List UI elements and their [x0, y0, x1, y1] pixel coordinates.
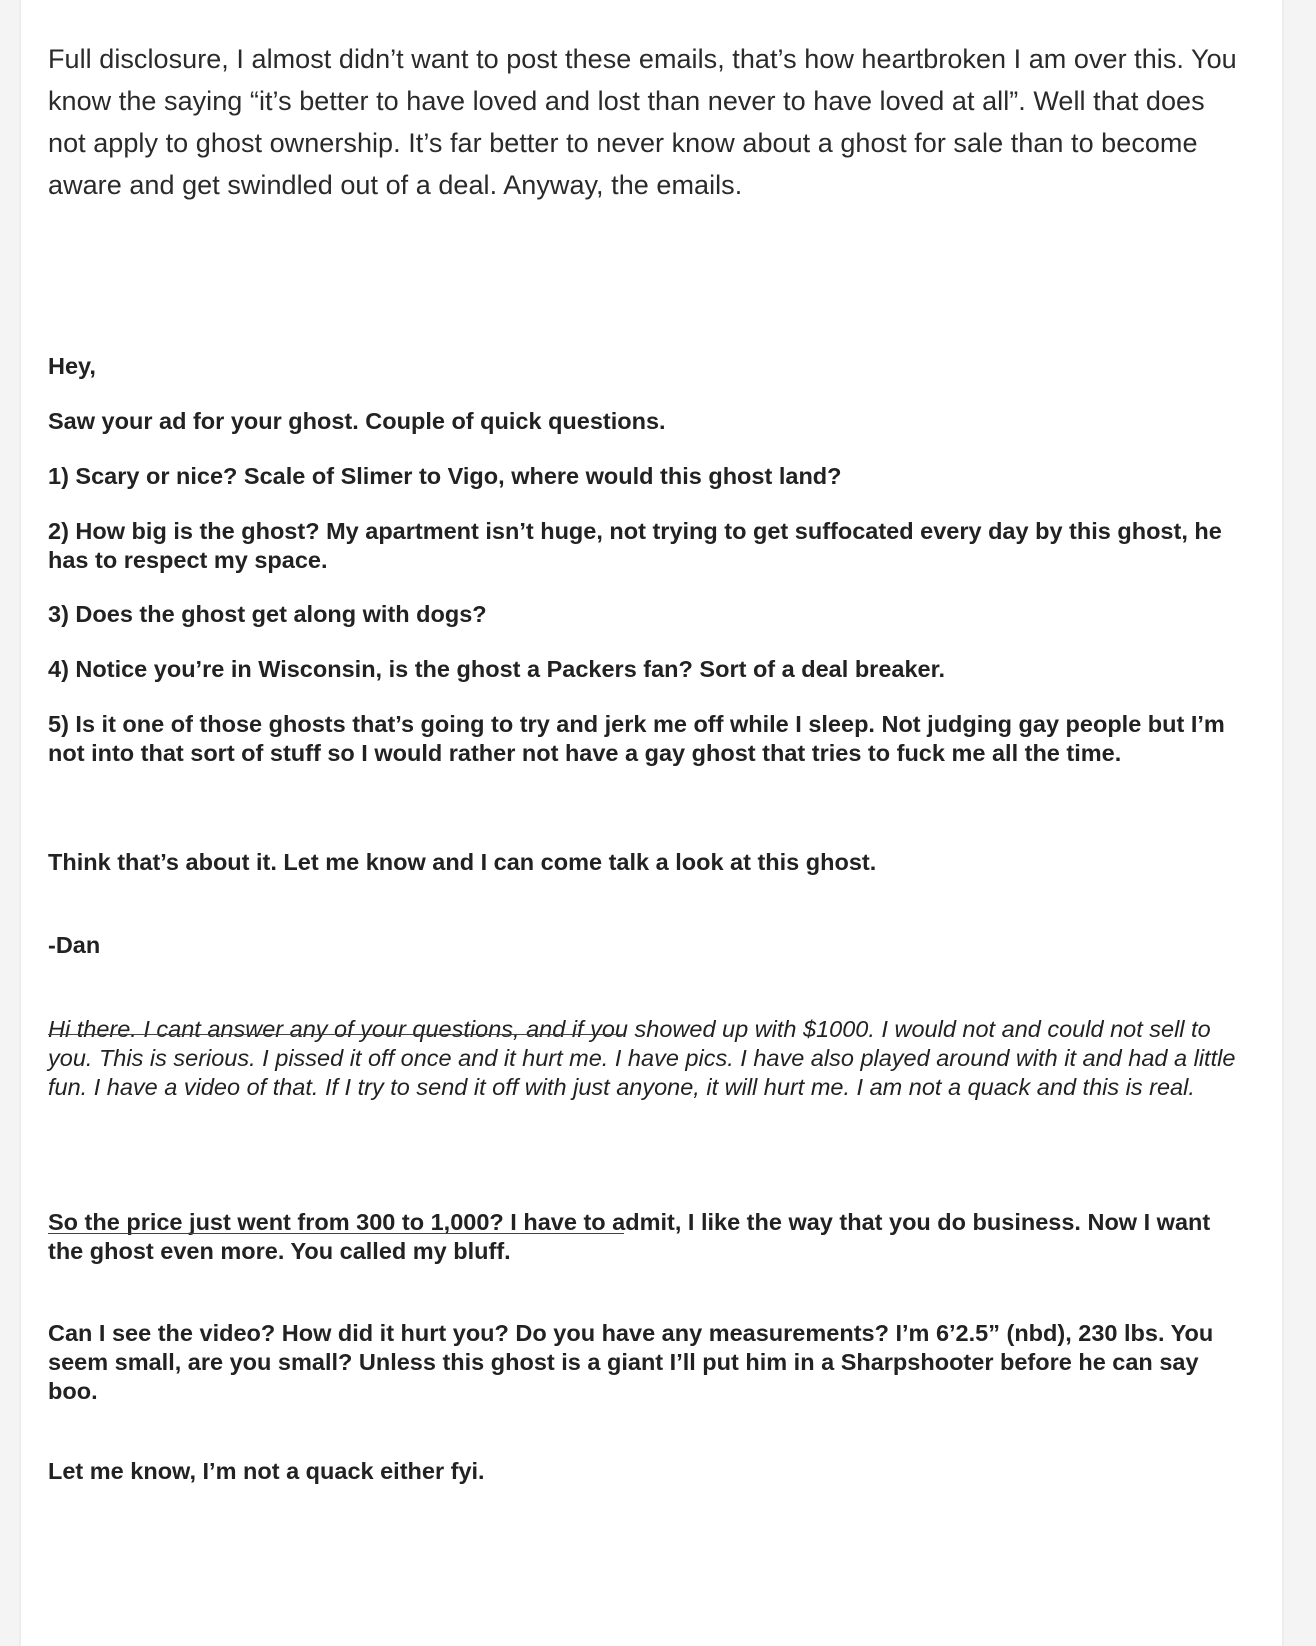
email2-paragraph-1: So the price just went from 300 to 1,000? I have to admit, I like the way that you do business. Now I want the ghost even more. You called my bluff.: [48, 1209, 1211, 1264]
email-greeting: Hey,: [48, 353, 96, 379]
email-divider: [48, 1233, 624, 1234]
intro-paragraph: Full disclosure, I almost didn’t want to post these emails, that’s how heartbroken I am over this. You know the saying “it’s better to have loved and lost than never to have loved at all”. Well that does not apply to ghost ownership. It’s far better to never know about a ghost for sale than to become aware and get swindled out of a deal. Anyway, the emails.: [48, 44, 1237, 200]
question-3: 3) Does the ghost get along with dogs?: [48, 601, 487, 627]
email-signature: -Dan: [48, 932, 101, 958]
article-content: [48, 38, 1238, 206]
email-divider: [48, 1034, 624, 1035]
question-1: 1) Scary or nice? Scale of Slimer to Vigo, where would this ghost land?: [48, 463, 842, 489]
email-closing: Think that’s about it. Let me know and I can come talk a look at this ghost.: [48, 849, 877, 875]
question-4: 4) Notice you’re in Wisconsin, is the ghost a Packers fan? Sort of a deal breaker.: [48, 656, 945, 682]
seller-reply: Hi there. I cant answer any of your questions, and if you showed up with $1000. I would not and could not sell to you. This is serious. I pissed it off once and it hurt me. I have pics. I have also played around with it and had a little fun. I have a video of that. If I try to send it off with just anyone, it will hurt me. I am not a quack and this is real.: [48, 1016, 1236, 1100]
question-2: 2) How big is the ghost? My apartment isn’t huge, not trying to get suffocated every day by this ghost, he has to respect my space.: [48, 518, 1222, 573]
email2-paragraph-3: Let me know, I’m not a quack either fyi.: [48, 1458, 485, 1484]
question-5: 5) Is it one of those ghosts that’s going to try and jerk me off while I sleep. Not judging gay people but I’m not into that sort of stuff so I would rather not have a gay ghost that tries to fuck me all the time.: [48, 711, 1225, 766]
email2-paragraph-2: Can I see the video? How did it hurt you? Do you have any measurements? I’m 6’2.5” (nbd), 230 lbs. You seem small, are you small? Unless this ghost is a giant I’ll put him in a Sharpshooter before he can say boo.: [48, 1320, 1214, 1404]
email-opening: Saw your ad for your ghost. Couple of quick questions.: [48, 408, 666, 434]
